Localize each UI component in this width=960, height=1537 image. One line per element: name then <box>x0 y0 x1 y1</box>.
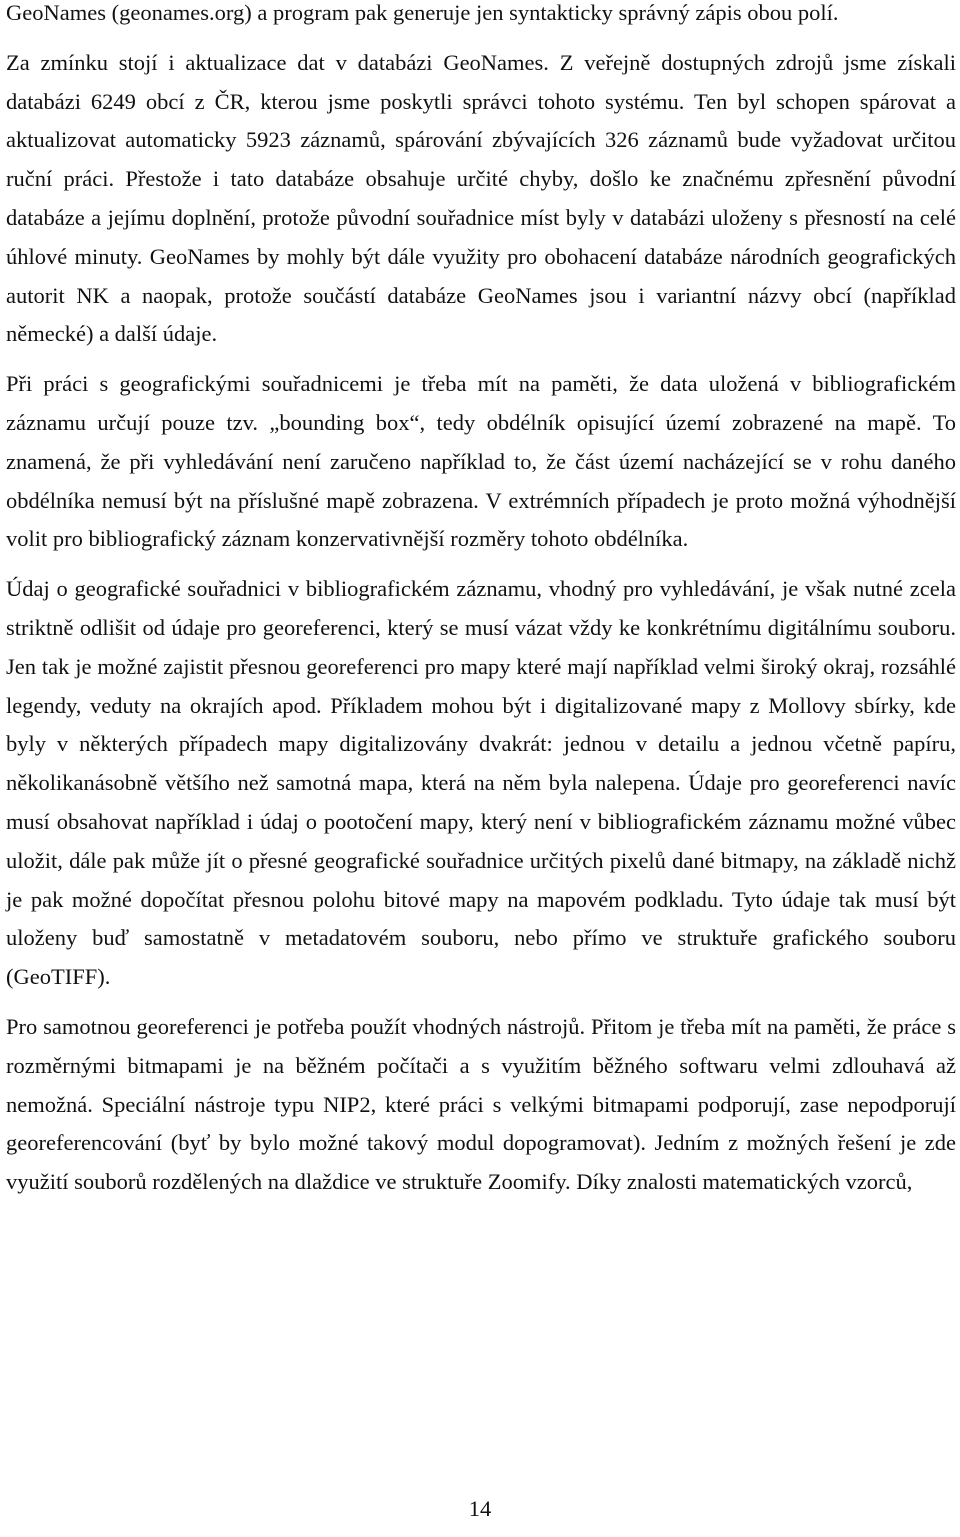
document-page <box>6 0 956 1202</box>
paragraph-georeference: Údaj o geografické souřadnici v bibliografickém záznamu, vhodný pro vyhledávání, je však nutné zcela striktně odlišit od údaje pro georeferenci, který se musí vázat vždy ke konkrétnímu digitálnímu souboru. Jen tak je možné zajistit přesnou georeferenci pro mapy které mají například velmi široký okraj, rozsáhlé legendy, veduty na okrajích apod. Příkladem mohou být i digitalizované mapy z Mollovy sbírky, kde byly v některých případech mapy digitalizovány dvakrát: jednou v detailu a jednou včetně papíru, několikanásobně většího než samotná mapa, která na něm byla nalepena. Údaje pro georeferenci navíc musí obsahovat například i údaj o pootočení mapy, který není v bibliografickém záznamu možné vůbec uložit, dále pak může jít o přesné geografické souřadnice určitých pixelů dané bitmapy, na základě nichž je pak možné dopočítat přesnou polohu bitové mapy na mapovém podkladu. Tyto údaje tak musí být uloženy buď samostatně v metadatovém souboru, nebo přímo ve struktuře grafického souboru (GeoTIFF). <box>6 576 956 990</box>
paragraph-geonames-update: Za zmínku stojí i aktualizace dat v databázi GeoNames. Z veřejně dostupných zdrojů jsme získali databázi 6249 obcí z ČR, kterou jsme poskytli správci tohoto systému. Ten byl schopen spárovat a aktualizovat automaticky 5923 záznamů, spárování zbývajících 326 záznamů bude vyžadovat určitou ruční práci. Přestože i tato databáze obsahuje určité chyby, došlo ke značnému zpřesnění původní databáze a jejímu doplnění, protože původní souřadnice míst byly v databázi uloženy s přesností na celé úhlové minuty. GeoNames by mohly být dále využity pro obohacení databáze národních geografických autorit NK a naopak, protože součástí databáze GeoNames jsou i variantní názvy obcí (například německé) a další údaje. <box>6 49 956 347</box>
paragraph-geonames-syntax: GeoNames (geonames.org) a program pak generuje jen syntakticky správný zápis obou polí. <box>6 0 839 25</box>
paragraph-bounding-box: Při práci s geografickými souřadnicemi je třeba mít na paměti, že data uložená v bibliografickém záznamu určují pouze tzv. „bounding box“, tedy obdélník opisující území zobrazené na mapě. To znamená, že při vyhledávání není zaručeno například to, že část území nacházející se v rohu daného obdélníka nemusí být na příslušné mapě zobrazena. V extrémních případech je proto možná výhodnější volit pro bibliografický záznam konzervativnější rozměry tohoto obdélníka. <box>6 371 956 552</box>
page-number: 14 <box>468 1496 492 1521</box>
paragraph-tools: Pro samotnou georeferenci je potřeba použít vhodných nástrojů. Přitom je třeba mít na paměti, že práce s rozměrnými bitmapami je na běžném počítači a s využitím běžného softwaru velmi zdlouhavá až nemožná. Speciální nástroje typu NIP2, které práci s velkými bitmapami podporují, zase nepodporují georeferencování (byť by bylo možné takový modul dopogramovat). Jedním z možných řešení je zde využití souborů rozdělených na dlaždice ve struktuře Zoomify. Díky znalosti matematických vzorců, <box>6 1013 956 1195</box>
